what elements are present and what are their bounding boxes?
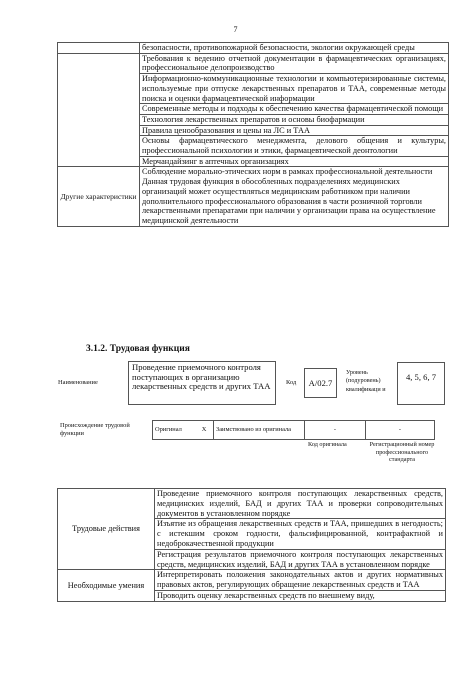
labor-action-item: Регистрация результатов приемочного контроля поступающих лекарственных средств, медицинских изделий, БАД и других ТАА в установленном порядке: [155, 549, 446, 570]
original-code-cell: -: [305, 421, 366, 440]
skill-item: Проводить оценку лекарственных средств по внешнему виду,: [155, 590, 446, 601]
reg-number-cell: -: [366, 421, 435, 440]
name-label: Наименование: [58, 379, 98, 386]
other-characteristics-label: Другие характеристики: [58, 167, 140, 226]
knowledge-item: Основы фармацевтического менеджмента, делового общения и культуры, профессиональной психологии и этики, фармацевтической деонтологии: [140, 136, 449, 156]
knowledge-item: Мерчандайзинг в аптечных организациях: [140, 156, 449, 167]
labor-actions-label: Трудовые действия: [58, 489, 155, 570]
reg-number-label: Регистрационный номер профессионального стандарта: [369, 441, 435, 464]
page-number: 7: [233, 25, 238, 34]
labor-action-item: Проведение приемочного контроля поступающих лекарственных средств, медицинских изделий, БАД и других ТАА и проверки сопроводительных документов в установленном порядке: [155, 489, 446, 519]
level-label: Уровень (подуровень) квалификаци и: [346, 369, 386, 393]
level-box: 4, 5, 6, 7: [397, 362, 445, 405]
skill-item: Интерпретировать положения законодательных актов и других нормативных правовых актов, регулирующих обращение лекарственных средств и ТАА: [155, 570, 446, 591]
code-label: Код: [286, 379, 297, 386]
knowledge-item: Технология лекарственных препаратов и основы биофармации: [140, 114, 449, 125]
knowledge-item: Правила ценообразования и цены на ЛС и ТАА: [140, 125, 449, 136]
skills-label: Необходимые умения: [58, 570, 155, 601]
section-title: 3.1.2. Трудовая функция: [86, 344, 190, 354]
origin-label: Происхождение трудовой функции: [60, 422, 130, 437]
knowledge-item: безопасности, противопожарной безопасности, экологии окружающей среды: [140, 43, 449, 54]
original-code-label: Код оригинала: [308, 441, 347, 448]
code-box: А/02.7: [304, 368, 337, 398]
labor-actions-table: [57, 488, 446, 602]
other-characteristics-text: Соблюдение морально-этических норм в рамках профессиональной деятельности Данная трудовая функция в обособленных подразделениях медицинских организаций может осуществляться медицинским работником при наличии дополнительного профессионального образования в части розничной торговли лекарственными препаратами при наличии у организации права на осуществление медицинской деятельности: [140, 167, 449, 226]
original-mark: X: [195, 421, 214, 440]
origin-table: [58, 420, 435, 440]
empty-label-cell: [58, 43, 140, 54]
original-label: Оригинал: [153, 421, 196, 440]
function-name-box: Проведение приемочного контроля поступающих в организацию лекарственных средств и других ТАА: [128, 361, 276, 405]
labor-action-item: Изъятие из обращения лекарственных средств и ТАА, пришедших в негодность; с истекшим сроком годности, фальсифицированной, контрафактной и недоброкачественной продукции: [155, 519, 446, 549]
knowledge-table: [57, 42, 449, 227]
knowledge-item: Современные методы и подходы к обеспечению качества фармацевтической помощи: [140, 104, 449, 115]
knowledge-item: Информационно-коммуникационные технологии и компьютеризированные системы, используемые при отпуске лекарственных препаратов и ТАА, современные методы поиска и оценки фармацевтической информации: [140, 74, 449, 104]
borrowed-label: Заимствовано из оригинала: [214, 421, 305, 440]
knowledge-item: Требования к ведению отчетной документации в фармацевтических организациях, профессиональное делопроизводство: [140, 53, 449, 73]
